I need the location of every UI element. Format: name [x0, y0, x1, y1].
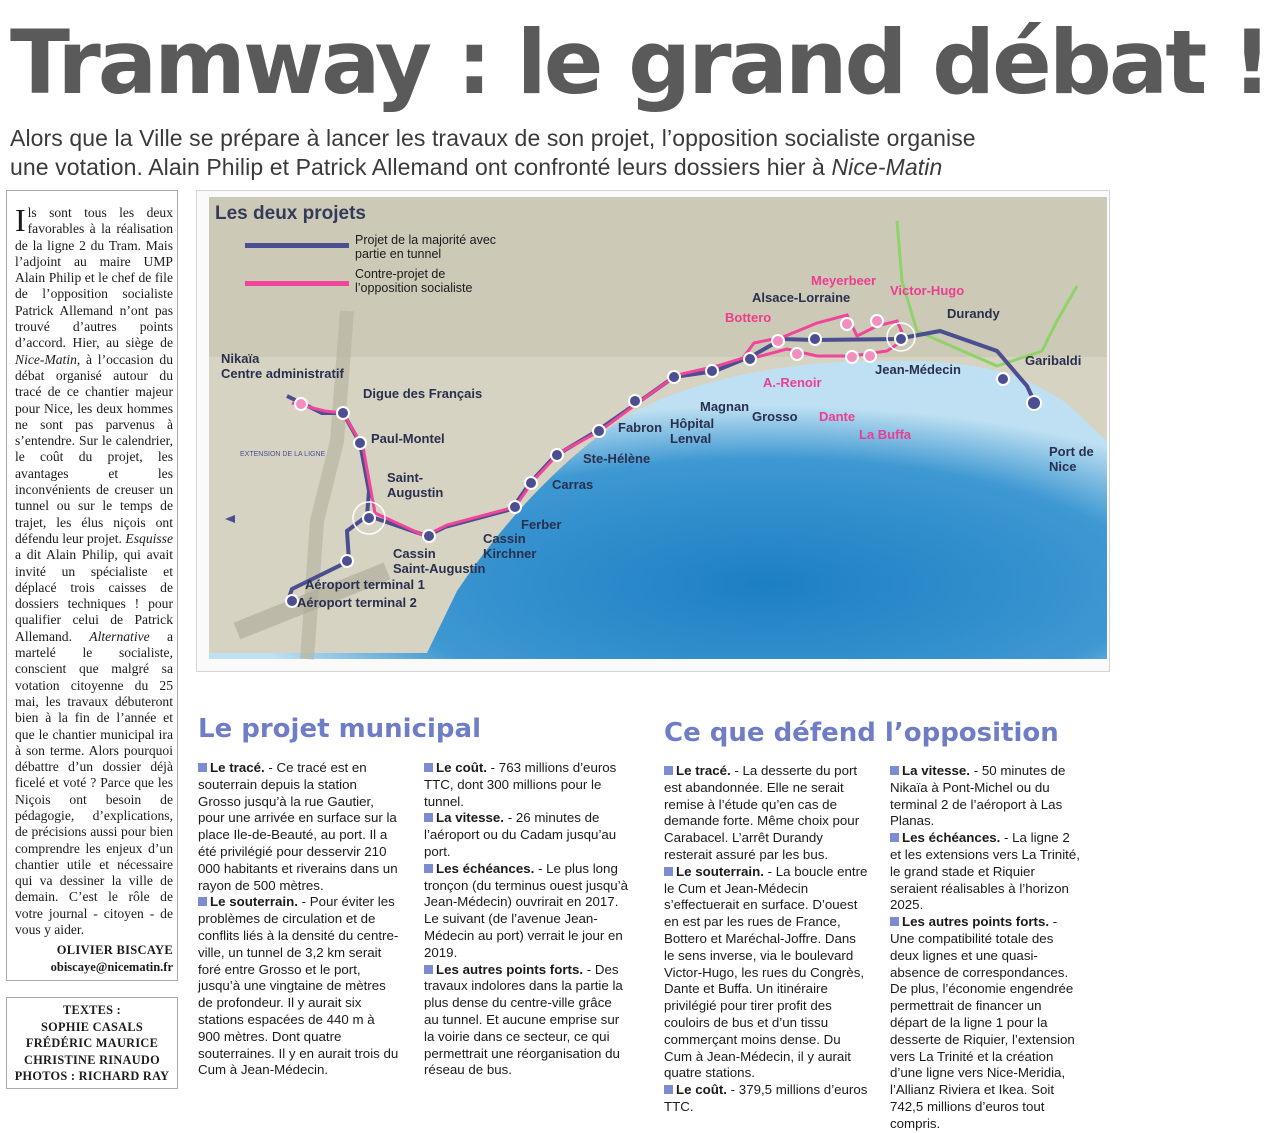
station-label-hopital-lenval: Hôpital Lenval — [670, 416, 715, 446]
para-text: - La ligne 2 et les extensions vers La Trinité, le grand stade et Riquier seraient réalisables à l’horizon 2025. — [890, 830, 1080, 913]
station-label-ste-helene: Ste-Hélène — [583, 451, 651, 466]
bullet-square-icon — [424, 965, 433, 974]
station-label-grosso: Grosso — [752, 409, 798, 424]
opposition-column-1 — [664, 763, 868, 1116]
para-label: La vitesse. — [902, 763, 971, 778]
opposition-para — [664, 864, 868, 1082]
editorial-text-1: ls sont tous les deux favorables à la réalisation de la ligne 2 du Tram. Mais l’adjoint au maire UMP Alain Philip et le chef de file de l’opposition socialiste Patrick Allemand n’ont pas trouvé d’autres points d’accord. Hier, au siège de — [15, 205, 173, 351]
bullet-square-icon — [424, 813, 433, 822]
para-label: Le tracé. — [676, 763, 731, 778]
municipal-para — [198, 760, 400, 894]
standfirst-newspaper: Nice-Matin — [831, 154, 943, 180]
legend-majority-label: Projet de la majorité avec partie en tunnel — [355, 233, 497, 261]
para-text: - 379,5 millions d’euros TTC. — [664, 1082, 868, 1114]
bullet-square-icon — [664, 867, 673, 876]
bullet-square-icon — [664, 1085, 673, 1094]
municipal-para — [424, 861, 630, 962]
para-text: - La boucle entre le Cum et Jean-Médecin s’effectuerait en surface. D’ouest en est par les rues de France, Bottero et Maréchal-Joffre. Dans le sens inverse, via le boulevard Victor-Hugo, les rues du Congrès, Dante et Buffa. Un itinéraire privilégié pour tirer profit des couloirs de bus et d’un tissu commerçant moins dense. Du Cum à Jean-Médecin, il y aurait quatre stations. — [664, 863, 868, 1081]
municipal-para — [424, 760, 630, 810]
bullet-square-icon — [198, 763, 207, 772]
station-label-durandy: Durandy — [947, 306, 1000, 321]
standfirst — [10, 124, 1115, 182]
opposition-para — [664, 1082, 868, 1116]
station-label-a-renoir: A.-Renoir — [763, 375, 822, 390]
bullet-square-icon — [424, 763, 433, 772]
bullet-square-icon — [198, 897, 207, 906]
para-text: - 763 millions d’euros TTC, dont 300 millions pour le tunnel. — [424, 760, 617, 809]
station-label-cassin-st-augustin: Cassin Saint-Augustin — [393, 546, 486, 576]
station-label-cassin-kirchner: Cassin Kirchner — [483, 531, 537, 561]
municipal-column-2 — [424, 760, 630, 1079]
bullet-square-icon — [890, 917, 899, 926]
bullet-square-icon — [890, 766, 899, 775]
drop-cap: I — [15, 202, 26, 238]
para-text: - Ce tracé est en souterrain depuis la station Grosso jusqu’à la rue Gautier, pour une arrivée en surface sur la place Ile-de-Beauté, au port. Il a été privilégié pour desservir 210 000 habitants et riverains dans un rayon de 500 mètres. — [198, 760, 398, 893]
para-label: Le souterrain. — [210, 894, 298, 910]
extension-note: EXTENSION DE LA LIGNE — [240, 451, 326, 458]
opposition-column-2 — [890, 763, 1080, 1133]
editorial-text-3: a dit Alain Philip, qui avait invité un spécialiste et déplacé trois caisses de dossiers techniques ! pour qualifier celui de Patrick Allemand. — [15, 547, 173, 644]
editorial-email[interactable]: obiscaye@nicematin.fr — [50, 959, 173, 974]
station-label-aeroport-1: Aéroport terminal 1 — [305, 577, 425, 592]
para-label: Les autres points forts. — [902, 914, 1050, 930]
station-label-aeroport-2: Aéroport terminal 2 — [297, 595, 417, 610]
para-text: - Pour éviter les problèmes de circulation et de conflits liés à la densité du centre-ville, un tunnel de 3,2 km serait foré entre Grosso et le port, jusqu’à une vingtaine de mètres de profondeur. Il y aurait six stations espacées de 440 m à 900 mètres. Dont quatre souterraines. Il y en aurait trois du Cum à Jean-Médecin. — [198, 894, 399, 1078]
map — [196, 190, 1110, 672]
credit-line: PHOTOS : RICHARD RAY — [14, 1069, 170, 1083]
opposition-para — [890, 830, 1080, 914]
para-text: - La desserte du port est abandonnée. Elle ne serait remise à l’étude qu’en cas de demande forte. Même choix pour Carabacel. L’arrêt Durandy resterait assuré par les bus. — [664, 763, 860, 862]
station-label-meyerbeer: Meyerbeer — [811, 273, 877, 288]
para-label: Les échéances. — [902, 830, 1001, 846]
credit-line: SOPHIE CASALS — [41, 1019, 143, 1034]
bullet-square-icon — [424, 864, 433, 873]
credit-line: TEXTES : — [62, 1003, 122, 1017]
station-label-dante: Dante — [819, 409, 856, 424]
para-label: Le coût. — [436, 760, 487, 775]
station-label-garibaldi: Garibaldi — [1025, 353, 1082, 368]
para-text: - Des travaux indolores dans la partie la plus dense du centre-ville grâce au tunnel. Et aucune emprise sur la voirie dans ce secteur, ce qui permettrait une réorganisation du réseau de bus. — [424, 961, 623, 1078]
municipal-para — [198, 894, 400, 1079]
para-text: - Une compatibilité totale des deux lignes et une quasi-absence de correspondances. De plus, l’économie engendrée permettrait de financer un départ de la ligne 1 pour la desserte de Riquier, l’extension vers La Trinité et la création d’une ligne vers Nice-Meridia, l’Allianz Riviera et Ikea. Soit 742,5 millions d’euros tout compris. — [890, 914, 1075, 1131]
credit-line: CHRISTINE RINAUDO — [24, 1052, 160, 1067]
para-label: Le coût. — [676, 1082, 727, 1098]
editorial-italic-1: Nice-Matin — [15, 351, 77, 367]
opposition-para — [890, 914, 1080, 1132]
standfirst-line-2 — [10, 153, 1115, 182]
opposition-title: Ce que défend l’opposition — [664, 718, 1059, 748]
para-label: La vitesse. — [436, 810, 505, 826]
bullet-square-icon — [664, 766, 673, 775]
legend-majority-swatch — [245, 243, 349, 248]
para-text: - Le plus long tronçon (du terminus ouest jusqu’à Jean-Médecin) ouvrirait en 2017. Le suivant (de l’avenue Jean-Médecin au port) verrait le jour en 2019. — [424, 860, 628, 960]
municipal-para — [424, 962, 630, 1080]
editorial-box — [6, 190, 178, 981]
station-label-jean-medecin: Jean-Médecin — [875, 362, 961, 377]
para-label: Le souterrain. — [676, 863, 764, 879]
para-text: - 26 minutes de l’aéroport ou du Cadam jusqu’au port. — [424, 810, 617, 859]
station-label-bottero: Bottero — [725, 310, 772, 325]
station-label-saint-augustin: Saint- Augustin — [387, 470, 444, 500]
station-label-port-de-nice: Port de Nice — [1049, 444, 1094, 474]
municipal-title: Le projet municipal — [198, 714, 481, 744]
para-label: Les autres points forts. — [436, 961, 584, 977]
headline: Tramway : le grand débat ! — [10, 11, 1269, 114]
para-label: Les échéances. — [436, 860, 535, 876]
station-label-fabron: Fabron — [618, 420, 663, 435]
bullet-square-icon — [890, 833, 899, 842]
station-label-magnan: Magnan — [700, 399, 750, 414]
municipal-para — [424, 810, 630, 860]
map-title: Les deux projets — [215, 203, 366, 224]
station-label-digue-des-francais: Digue des Français — [363, 386, 483, 401]
para-text: - 50 minutes de Nikaïa à Pont-Michel ou du terminal 2 de l’aéroport à Las Planas. — [890, 763, 1066, 829]
municipal-column-1 — [198, 760, 400, 1079]
opposition-para — [890, 763, 1080, 830]
standfirst-line-1: Alors que la Ville se prépare à lancer les travaux de son projet, l’opposition socialiste organise — [10, 125, 976, 151]
editorial-author: OLIVIER BISCAYE — [56, 943, 173, 958]
station-label-nikaia: Nikaïa Centre administratif — [221, 351, 344, 381]
station-label-victor-hugo: Victor-Hugo — [890, 283, 965, 298]
editorial-italic-2: Esquisse — [125, 530, 173, 546]
editorial-text-4: a martelé le socialiste, conscient que malgré sa votation citoyenne du 25 mai, les travaux débuteront bien à la fin de l’année et que le chantier municipal ira à son terme. Alors pourquoi débattre d’un dossier déjà ficelé et voté ? Parce que les Niçois ont besoin de pédagogie, d’explications, de précisions aussi pour bien comprendre les enjeux d’un chantier utile et nécessaire qui va dessiner la ville de demain. C’est le rôle de votre journal - citoyen - de vous y aider. — [15, 628, 173, 938]
opposition-para — [664, 763, 868, 864]
credits-box — [6, 997, 178, 1089]
station-label-la-buffa: La Buffa — [859, 427, 911, 442]
legend-opposition-swatch — [245, 281, 349, 286]
standfirst-line-2-text: une votation. Alain Philip et Patrick Allemand ont confronté leurs dossiers hier à — [10, 154, 825, 180]
station-label-ferber: Ferber — [521, 517, 562, 532]
map-legend — [245, 233, 497, 307]
editorial-italic-3: Alternative — [89, 628, 150, 644]
para-label: Le tracé. — [210, 760, 265, 775]
station-label-paul-montel: Paul-Montel — [371, 431, 445, 446]
station-label-carras: Carras — [552, 477, 594, 492]
editorial-text-2: , à l’occasion du débat organisé autour du tracé de ce chantier majeur pour Nice, les deux hommes ne sont pas parvenus à s’entendre. Sur le calendrier, le coût du projet, les avantages et les inconvénients de creuser un tunnel ou sur le temps de trajet, les élus niçois ont défendu leur projet. — [15, 351, 173, 546]
station-label-alsace-lorraine: Alsace-Lorraine — [752, 290, 851, 305]
credit-line: FRÉDÉRIC MAURICE — [25, 1036, 159, 1050]
legend-opposition-label: Contre-projet de l’opposition socialiste — [355, 267, 473, 295]
